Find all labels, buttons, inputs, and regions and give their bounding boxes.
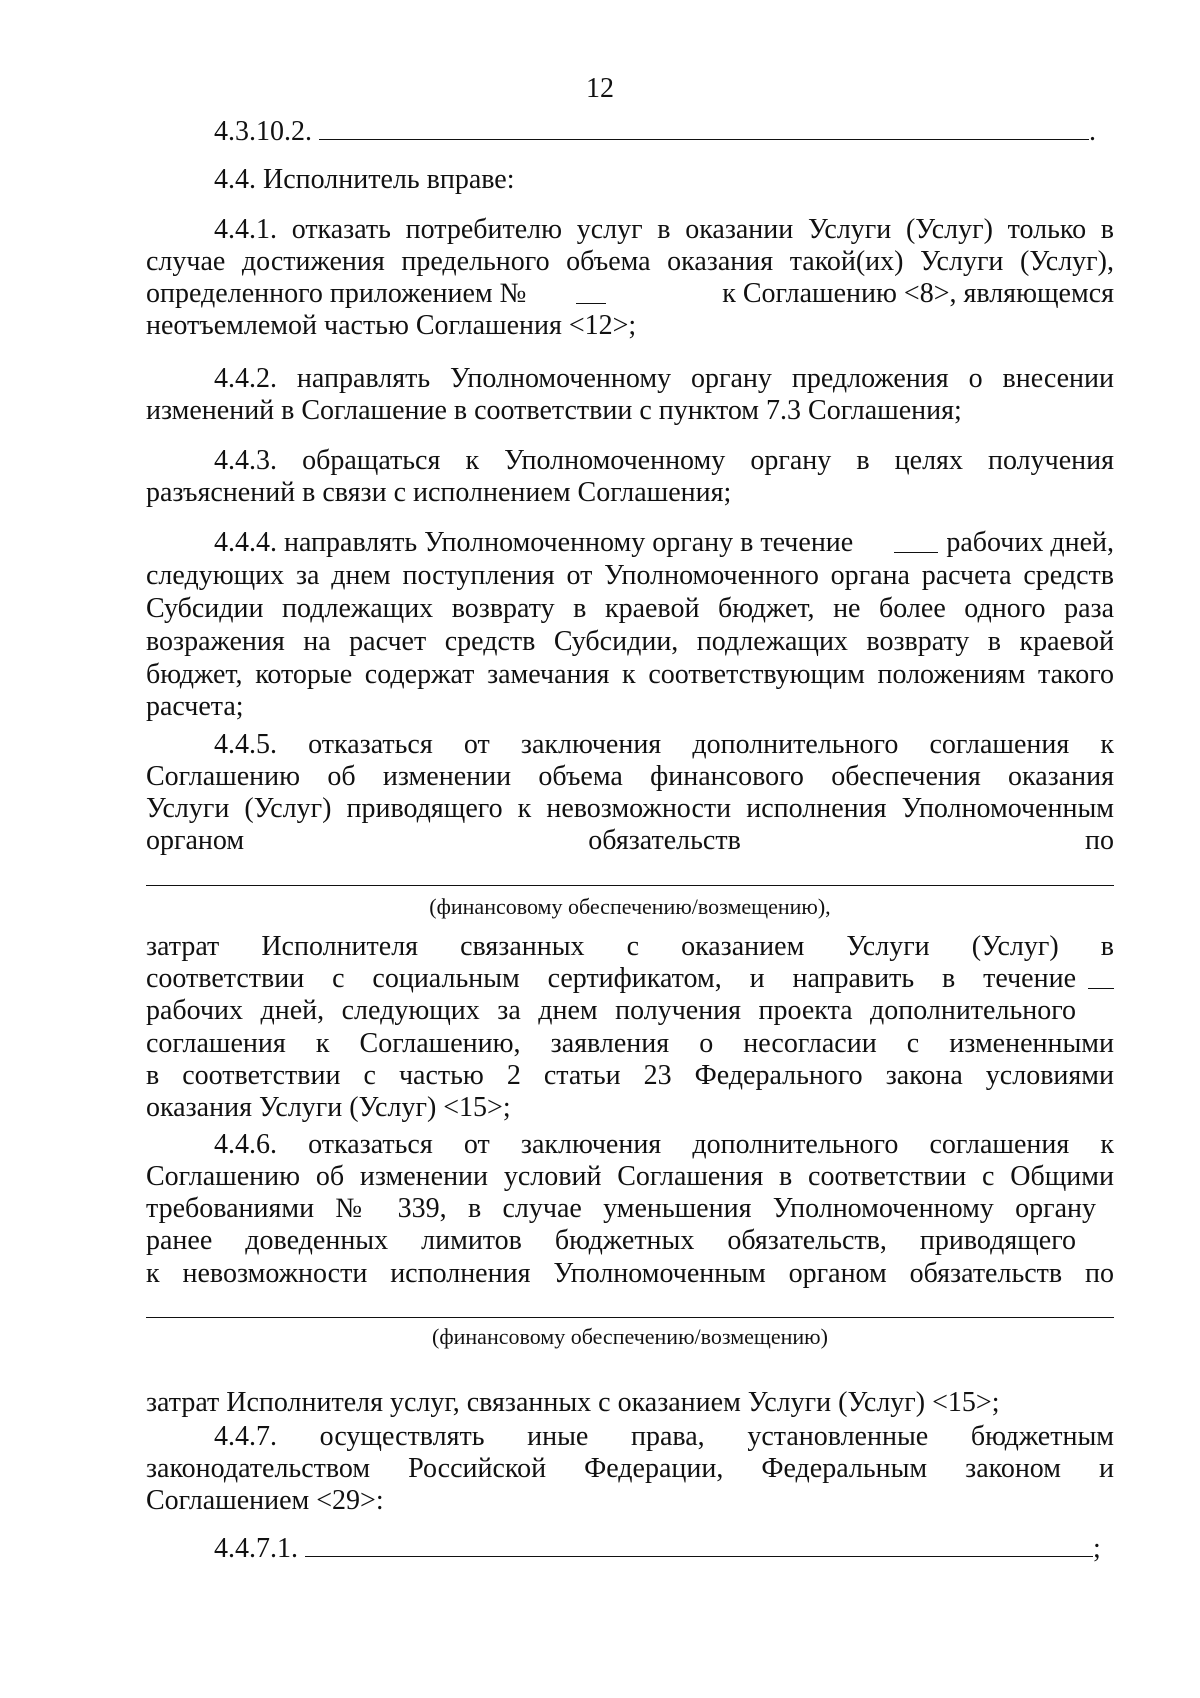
p-4-4-4-line: следующих за днем поступления от Уполномоченного органа расчета средств bbox=[146, 560, 1114, 591]
p-4-4-5-line: 4.4.5. отказаться от заключения дополнительного соглашения к bbox=[214, 729, 1114, 760]
p-4-4-6-line: Соглашению об изменении условий Соглашения в соответствии с Общими bbox=[146, 1161, 1114, 1192]
line-part: 4.4.4. направлять Уполномоченному органу в течение bbox=[214, 527, 854, 558]
p-4-4-5-line: органом обязательств по bbox=[146, 825, 1114, 856]
p-4-4-1-line: неотъемлемой частью Соглашения <12>; bbox=[146, 310, 637, 341]
p-4-4-1-line: 4.4.1. отказать потребителю услуг в оказании Услуги (Услуг) только в bbox=[214, 214, 1114, 245]
p-4-4-5-line: Соглашению об изменении объема финансового обеспечения оказания bbox=[146, 761, 1114, 792]
p-4-4-4-line: бюджет, которые содержат замечания к соответствующим положениям такого bbox=[146, 659, 1114, 690]
p-4-4-5-cont-line bbox=[146, 962, 1114, 995]
p-4-4-5-cont-line: затрат Исполнителя связанных с оказанием Услуги (Услуг) в bbox=[146, 931, 1114, 962]
fill-in-line bbox=[146, 1317, 1114, 1318]
days-blank bbox=[1088, 966, 1114, 989]
p-4-4-4-line: возражения на расчет средств Субсидии, подлежащих возврату в краевой bbox=[146, 626, 1114, 657]
p-4-4-5-cont-line: соглашения к Соглашению, заявления о несогласии с измененными bbox=[146, 1028, 1114, 1059]
p-4-4-7-line: Соглашением <29>: bbox=[146, 1485, 384, 1516]
fill-in-line bbox=[305, 1532, 1093, 1557]
p-4-4-5-line: Услуги (Услуг) приводящего к невозможности исполнения Уполномоченным bbox=[146, 793, 1114, 824]
item-4-4-7-1 bbox=[214, 1532, 1114, 1565]
p-4-4-6-line: ранее доведенных лимитов бюджетных обязательств, приводящего bbox=[146, 1225, 1076, 1256]
p-4-4-5-cont-line: рабочих дней, следующих за днем получения проекта дополнительного bbox=[146, 995, 1076, 1026]
p-4-4-3-line: 4.4.3. обращаться к Уполномоченному органу в целях получения bbox=[214, 445, 1114, 476]
p-4-4-3-line: разъяснений в связи с исполнением Соглашения; bbox=[146, 477, 732, 508]
item-end: . bbox=[1089, 116, 1096, 147]
item-end: ; bbox=[1093, 1533, 1101, 1564]
p-4-4-6-line: 4.4.6. отказаться от заключения дополнительного соглашения к bbox=[214, 1129, 1114, 1160]
days-blank bbox=[894, 530, 938, 553]
line-part: рабочих дней, bbox=[946, 527, 1114, 558]
p-4-4-5-cont-line: оказания Услуги (Услуг) <15>; bbox=[146, 1092, 511, 1123]
p-4-4-6-line: к невозможности исполнения Уполномоченным органом обязательств по bbox=[146, 1258, 1114, 1289]
heading-4-4: 4.4. Исполнитель вправе: bbox=[214, 164, 515, 195]
p-4-4-7-line: законодательством Российской Федерации, Федеральным законом и bbox=[146, 1453, 1114, 1484]
item-label: 4.3.10.2. bbox=[214, 116, 312, 147]
item-4-3-10-2 bbox=[214, 115, 1114, 148]
number-blank bbox=[576, 281, 606, 304]
caption-financing: (финансовому обеспечению/возмещению) bbox=[432, 1324, 828, 1349]
p-4-4-5-cont-line: в соответствии с частью 2 статьи 23 Федерального закона условиями bbox=[146, 1060, 1114, 1091]
fill-in-line bbox=[146, 885, 1114, 886]
caption-financing: (финансовому обеспечению/возмещению), bbox=[429, 894, 831, 919]
line-part: определенного приложением № bbox=[146, 278, 527, 309]
fill-in-line bbox=[319, 115, 1089, 140]
item-label: 4.4.7.1. bbox=[214, 1533, 298, 1564]
p-4-4-7-line: 4.4.7. осуществлять иные права, установленные бюджетным bbox=[214, 1421, 1114, 1452]
p-4-4-6-line: требованиями № 339, в случае уменьшения Уполномоченному органу bbox=[146, 1193, 1096, 1224]
p-4-4-1-line: случае достижения предельного объема оказания такой(их) Услуги (Услуг), bbox=[146, 246, 1114, 277]
p-4-4-6-cont: затрат Исполнителя услуг, связанных с оказанием Услуги (Услуг) <15>; bbox=[146, 1387, 1000, 1418]
p-4-4-2-line: изменений в Соглашение в соответствии с пунктом 7.3 Соглашения; bbox=[146, 395, 962, 426]
p-4-4-4-line: расчета; bbox=[146, 691, 244, 722]
line-part: к Соглашению <8>, являющемся bbox=[722, 278, 1114, 309]
line-part: соответствии с социальным сертификатом, и направить в течение bbox=[146, 963, 1076, 994]
p-4-4-2-line: 4.4.2. направлять Уполномоченному органу предложения о внесении bbox=[214, 363, 1114, 394]
page-number: 12 bbox=[586, 73, 614, 104]
p-4-4-4-line: Субсидии подлежащих возврату в краевой бюджет, не более одного раза bbox=[146, 593, 1114, 624]
